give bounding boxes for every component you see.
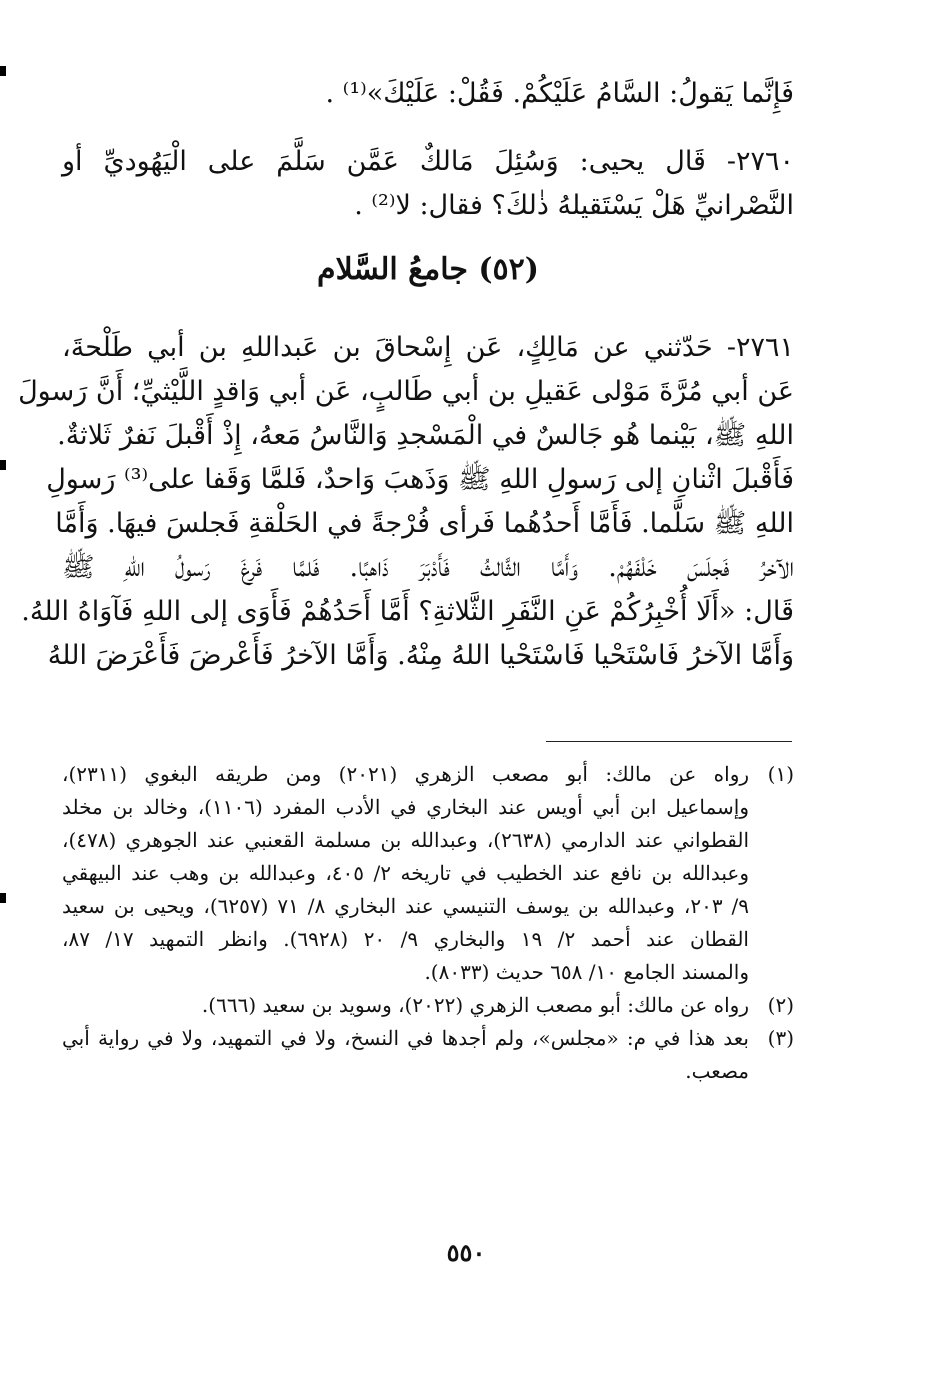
hadith-2761	[18, 326, 794, 678]
footnote-line: ٩/ ٢٠٣، وعبدالله بن يوسف التنيسي عند البخاري ٨/ ٧١ (٦٢٥٧)، ويحيى بن سعيد	[62, 894, 749, 918]
footnote-line: مصعب.	[685, 1059, 749, 1083]
footnote-2	[62, 989, 794, 1022]
footnote-line: القطواني عند الدارمي (٢٦٣٨)، وعبدالله بن مسلمة القعنبي عند الجوهري (٤٧٨)،	[62, 828, 750, 852]
footnote-line: بعد هذا في م: «مجلس»، ولم أجدها في النسخ، ولا في التمهيد، ولا في رواية أبي	[62, 1026, 749, 1050]
footnote-number: (٣)	[767, 1026, 794, 1050]
text-line: وَأَمَّا الآخرُ فَاسْتَحْيا فَاسْتَحْيا اللهُ مِنْهُ. وَأَمَّا الآخرُ فَأَعْرضَ فَأَعْرَضَ اللهُ	[47, 640, 794, 671]
footnote-number: (١)	[767, 762, 794, 786]
footnote-separator	[546, 741, 792, 742]
footnote-line: وعبدالله بن نافع عند الخطيب في تاريخه ٢/ ٤٠٥، وعبدالله بن وهب عند البيهقي	[62, 861, 749, 885]
scan-edge-mark	[0, 66, 6, 76]
footnote-number: (٢)	[767, 993, 794, 1017]
text-line: ٢٧٦١- حَدّثني عن مَالِكٍ، عَن إِسْحاقَ بن عَبداللهِ بن أبي طَلْحةَ،	[62, 332, 794, 363]
page-number: ٥٥٠	[446, 1238, 486, 1267]
footnote-3	[62, 1022, 794, 1088]
text-line: فَأَقْبلَ اثْنانِ إلى رَسولِ اللهِ ﷺ وَذَهبَ وَاحدٌ، فَلمَّا وَقَفا على⁽³⁾ رَسولِ	[46, 464, 794, 495]
footnote-line: رواه عن مالك: أبو مصعب الزهري (٢٠٢١) ومن طريقه البغوي (٢٣١١)،	[62, 762, 750, 786]
text-line: اللهِ ﷺ سَلَّما. فَأَمَّا أَحدُهُما فَرأى فُرْجةً في الحَلْقةِ فَجلسَ فيهَا. وَأَمَّا	[55, 508, 794, 539]
text-line: النَّصْرانيِّ هَلْ يَسْتَقيلهُ ذٰلكَ؟ فقال: لا⁽²⁾ .	[354, 190, 794, 221]
hadith-2760	[62, 140, 794, 228]
footnote-line: رواه عن مالك: أبو مصعب الزهري (٢٠٢٢)، وسويد بن سعيد (٦٦٦).	[201, 993, 749, 1017]
footnotes	[62, 758, 794, 1088]
scan-edge-mark	[0, 460, 6, 470]
text-line: قَال: «أَلَا أُخْبِرُكُمْ عَنِ النَّفَرِ الثَّلاثةِ؟ أَمَّا أَحَدُهُمْ فَأَوَى إلى اللهِ فَآوَاهُ اللهُ.	[21, 596, 794, 627]
footnote-line: القطان عند أحمد ٢/ ١٩ والبخاري ٩/ ٢٠ (٦٩٢٨). وانظر التمهيد ١٧/ ٨٧،	[62, 927, 749, 951]
footnote-line: وإسماعيل ابن أبي أويس عند البخاري في الأدب المفرد (١١٠٦)، وخالد بن مخلد	[62, 795, 749, 819]
text-line: ٢٧٦٠- قَال يحيى: وَسُئِلَ مَالكٌ عَمَّن سَلَّمَ على الْيَهُوديِّ أو	[62, 146, 794, 177]
scan-edge-mark	[0, 893, 6, 903]
chapter-heading: (٥٢) جامعُ السَّلام	[317, 252, 539, 287]
footnote-1	[62, 758, 794, 989]
continuation-paragraph	[62, 72, 794, 116]
text-line: عَن أبي مُرَّةَ مَوْلى عَقيلِ بن أبي طَالبٍ، عَن أبي وَاقدٍ اللَّيْثيِّ؛ أَنَّ رَسولَ	[18, 376, 794, 407]
text-line: الآخرُ فَجلَسَ خَلْفَهُمْ. وَأَمَّا الثَّالثُ فَأَدْبَرَ ذَاهبًا. فَلمَّا فَرغَ رَسولُ اللهِ ﷺ	[62, 552, 794, 583]
text-line: اللهِ ﷺ، بَيْنما هُو جَالسٌ في الْمَسْجدِ وَالنَّاسُ مَعهُ، إِذْ أَقْبلَ نَفرٌ ثَلاثةٌ.	[57, 420, 794, 451]
footnote-line: والمسند الجامع ١٠/ ٦٥٨ حديث (٨٠٣٣).	[424, 960, 749, 984]
text-line: فَإِنَّما يَقولُ: السَّامُ عَلَيْكُمْ. فَقُلْ: عَلَيْكَ»⁽¹⁾ .	[325, 78, 794, 109]
